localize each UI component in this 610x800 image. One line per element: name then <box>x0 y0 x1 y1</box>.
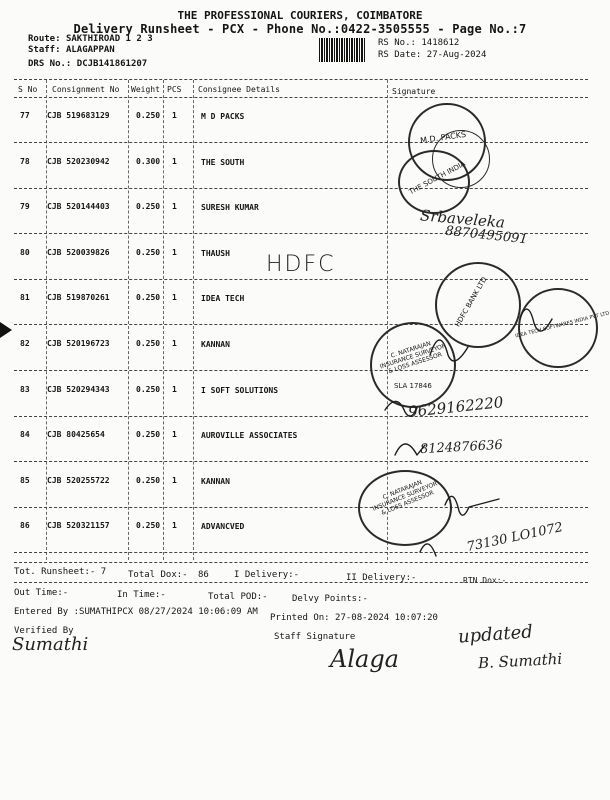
entered-by: Entered By :SUMATHIPCX 08/27/2024 10:06:09 AM <box>14 607 258 617</box>
cell-consignment: CJB 520230942 <box>47 157 110 166</box>
md-packs-stamp: M.D. PACKS <box>408 103 486 181</box>
cell-consignee: KANNAN <box>201 477 230 486</box>
cell-sno: 86 <box>20 521 30 530</box>
rs-no-label: RS No.: <box>378 38 416 48</box>
footer-rule-1 <box>14 562 588 563</box>
cell-pcs: 1 <box>172 385 177 394</box>
phone-79: 8870495091 <box>444 223 529 248</box>
phone-83: 9629162220 <box>407 393 505 421</box>
out-time: Out Time:- <box>14 588 69 598</box>
col-sno: S No <box>18 85 38 94</box>
cell-weight: 0.250 <box>136 293 161 302</box>
signature-79: Srbaveleka <box>419 206 506 232</box>
tot-runsheet: Tot. Runsheet:- 7 <box>14 567 107 577</box>
runsheet-title: Delivery Runsheet - PCX - Phone No.:0422-3505555 - Page No.:7 <box>73 22 527 36</box>
cell-pcs: 1 <box>172 202 177 211</box>
note-86: 73130 LO1072 <box>465 519 565 556</box>
cell-sno: 81 <box>20 293 30 302</box>
total-pod: Total POD:- <box>208 592 268 602</box>
hdfc-bank-stamp: HDFC BANK LTD <box>435 262 521 348</box>
i-delivery: I Delivery:- <box>234 570 300 580</box>
cell-weight: 0.250 <box>136 248 161 257</box>
cell-consignment: CJB 520039826 <box>47 248 110 257</box>
cell-consignee: ADVANCVED <box>201 522 245 531</box>
printed-on: Printed On: 27-08-2024 10:07:20 <box>270 613 438 623</box>
ii-delivery: II Delivery:- <box>346 573 417 583</box>
natarajan-stamp-1: C. NATARAJAN INSURANCE SURVEYOR & LOSS ASSESSOR SLA 17846 <box>370 322 456 408</box>
col-weight: Weight <box>131 85 160 94</box>
staff-handwritten-signature: Alaga <box>330 645 399 673</box>
cell-weight: 0.250 <box>136 202 161 211</box>
cell-consignee: I SOFT SOLUTIONS <box>201 386 279 395</box>
cell-consignee: AUROVILLE ASSOCIATES <box>201 431 298 440</box>
col-consignee: Consignee Details <box>198 85 280 94</box>
col-consignment: Consignment No <box>52 85 120 94</box>
natarajan-stamp-2: C. NATARAJAN INSURANCE SURVEYOR & LOSS ASSESSOR <box>358 470 452 546</box>
route-value: SAKTHIROAD 1 2 3 <box>65 34 153 44</box>
idea-tech-stamp: IDEA TECH SOFTWARES INDIA PVT LTD <box>518 288 598 368</box>
cell-weight: 0.300 <box>136 157 161 166</box>
cell-weight: 0.250 <box>136 476 161 485</box>
cell-consignment: CJB 520321157 <box>47 521 110 530</box>
cell-consignment: CJB 519870261 <box>47 293 110 302</box>
cell-weight: 0.250 <box>136 111 161 120</box>
cell-sno: 78 <box>20 157 30 166</box>
col-pcs: PCS <box>167 85 182 94</box>
in-time: In Time:- <box>117 590 166 600</box>
the-south-stamp: THE SOUTH INDIA <box>398 150 470 214</box>
rs-date-value: 27-Aug-2024 <box>426 50 487 60</box>
cell-consignment: CJB 520144403 <box>47 202 110 211</box>
cell-consignee: KANNAN <box>201 340 230 349</box>
drs-value: DCJB141861207 <box>76 59 148 69</box>
cell-weight: 0.250 <box>136 385 161 394</box>
staff-value: ALAGAPPAN <box>65 45 115 55</box>
hdfc-handwritten: HDFC <box>266 252 336 277</box>
cell-consignment: CJB 519683129 <box>47 111 110 120</box>
cell-weight: 0.250 <box>136 339 161 348</box>
cell-sno: 77 <box>20 111 30 120</box>
verified-signature: Sumathi <box>12 634 89 655</box>
footer-rule-2 <box>14 582 588 583</box>
cell-pcs: 1 <box>172 339 177 348</box>
cell-pcs: 1 <box>172 521 177 530</box>
rtn-dox: RTN Dox:- <box>463 576 507 585</box>
cell-sno: 84 <box>20 430 30 439</box>
cell-pcs: 1 <box>172 248 177 257</box>
route-label: Route: <box>28 34 61 44</box>
company-title: THE PROFESSIONAL COURIERS, COIMBATORE <box>177 9 423 22</box>
staff-label: Staff: <box>28 45 61 55</box>
cell-consignee: IDEA TECH <box>201 294 245 303</box>
cell-consignee: SURESH KUMAR <box>201 203 259 212</box>
updated-note: updated <box>457 621 534 648</box>
cell-pcs: 1 <box>172 476 177 485</box>
drs-label: DRS No.: <box>28 59 72 69</box>
col-signature: Signature <box>392 87 436 96</box>
note-84: 8124876636 <box>419 437 504 458</box>
cell-consignee: THAUSH <box>201 249 230 258</box>
cell-pcs: 1 <box>172 293 177 302</box>
cell-consignment: CJB 520255722 <box>47 476 110 485</box>
delvy-points: Delvy Points:- <box>292 594 368 604</box>
rs-no-value: 1418612 <box>421 38 460 48</box>
cell-sno: 82 <box>20 339 30 348</box>
total-dox-label: Total Dox:- <box>128 570 188 580</box>
updated-name: B. Sumathi <box>477 649 563 673</box>
cell-pcs: 1 <box>172 430 177 439</box>
cell-sno: 79 <box>20 202 30 211</box>
cell-consignee: THE SOUTH <box>201 158 245 167</box>
cell-sno: 85 <box>20 476 30 485</box>
rs-date-label: RS Date: <box>378 50 422 60</box>
cell-sno: 83 <box>20 385 30 394</box>
cell-consignment: CJB 80425654 <box>47 430 105 439</box>
verified-by: Verified By <box>14 626 74 636</box>
cell-weight: 0.250 <box>136 521 161 530</box>
cell-consignee: M D PACKS <box>201 112 245 121</box>
cell-consignment: CJB 520196723 <box>47 339 110 348</box>
staff-signature: Staff Signature <box>274 632 356 642</box>
cell-consignment: CJB 520294343 <box>47 385 110 394</box>
cell-pcs: 1 <box>172 111 177 120</box>
cell-sno: 80 <box>20 248 30 257</box>
cell-pcs: 1 <box>172 157 177 166</box>
cell-weight: 0.250 <box>136 430 161 439</box>
total-dox-value: 86 <box>198 570 209 580</box>
